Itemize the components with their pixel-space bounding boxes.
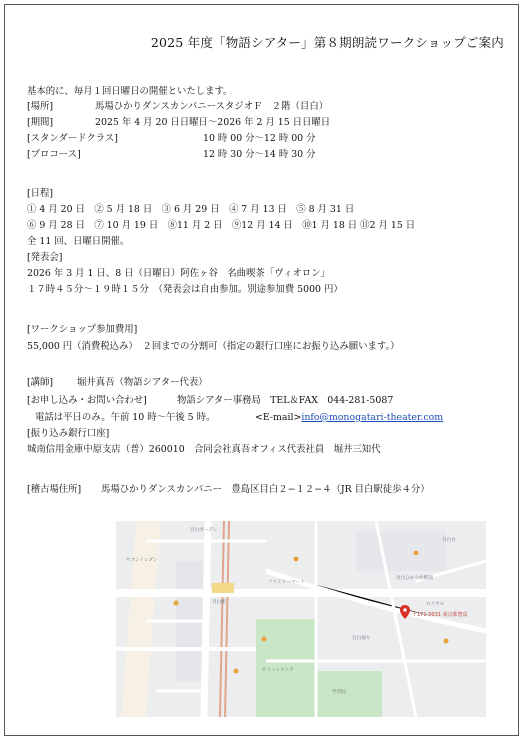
standard-class-time: 10 時 00 分～12 時 00 分 [203,133,316,144]
period-row [27,116,331,130]
schedule-label: [日程] [27,188,54,199]
map-label-8: ロイヤル [426,602,445,607]
instructor-label: [講師] [27,377,54,388]
contact-value: 物語シアター事務局 TEL＆FAX 044-281-5087 [177,395,394,406]
map-label-3: ファミリーマート [268,580,305,585]
email-block [255,411,443,425]
map-label-2: 目白駅 [212,600,226,605]
pro-course-time: 12 時 30 分～14 時 30 分 [203,149,316,160]
map-label-6: 学習院 [332,690,346,695]
rehearsal-row [27,483,430,497]
standard-class-row [27,132,316,146]
fee-label: [ワークショップ参加費用] [27,324,138,335]
instructor-row [27,376,208,390]
presentation-line-1: 2026 年 3 月 1 日、8 日（日曜日）阿佐ヶ谷 名曲喫茶「ヴィオロン」 [27,268,330,279]
schedule-row-1: ① 4 月 20 日 ② 5 月 18 日 ③ 6 月 29 日 ④ 7 月 13 日 ⑤ 8 月 31 日 [27,204,355,215]
bank-value: 城南信用金庫中原支店（普）260010 合同会社真吾オフィス代表社員 堀井三知代 [27,444,381,455]
schedule-row-2: ⑥ 9 月 28 日 ⑦ 10 月 19 日 ⑧11 月 2 日 ⑨12 月 14 日 ⑩1 月 18 日 ⑪2 月 15 日 [27,220,416,231]
period-value: 2025 年 4 月 20 日日曜日～2026 年 2 月 15 日日曜日 [95,117,331,128]
pro-course-label: [プロコース] [27,149,81,160]
map-label-7: 目白ひかり幼稚園 [396,576,433,581]
map-label-1: セブンイレブン [126,558,158,563]
venue-row [27,100,329,114]
venue-value: 馬場ひかりダンスカンパニースタジオＦ ２階（目白） [95,101,329,112]
presentation-label: [発表会] [27,252,63,263]
map-label-4: 目白通り [352,636,371,641]
document-title: 2025 年度「物語シアター」第８期朗読ワークショップご案内 [150,35,504,50]
rehearsal-value: 馬場ひかりダンスカンパニー 豊島区目白２−１２−４（JR 目白駅徒歩４分） [101,484,430,495]
email-link[interactable]: info@monogatari-theater.com [301,412,444,423]
rehearsal-label: [稽古場住所] [27,484,82,495]
period-label: [期間] [27,117,54,128]
intro-text: 基本的に、毎月１回日曜日の開催といたします。 [27,86,233,97]
standard-class-label: [スタンダードクラス] [27,133,118,144]
map-label-5: サミットストア [262,668,294,673]
contact-label: [お申し込み・お問い合わせ] [27,395,147,406]
map-label-0: 目白ガーデン [190,528,218,533]
contact-hours-row [35,411,444,425]
email-prefix: <E-mail> [255,412,302,423]
venue-label: [場所] [27,101,54,112]
fee-value: 55,000 円（消費税込み） ２回までの分割可（指定の銀行口座にお振り込み願います。） [27,341,400,352]
location-map[interactable] [116,521,486,717]
pro-course-row [27,148,316,162]
contact-hours: 電話は平日のみ。午前 10 時～午後 5 時。 [35,412,216,423]
bank-label: [振り込み銀行口座] [27,428,110,439]
document-page [4,4,519,736]
map-label-9: 目白台 [442,538,456,543]
schedule-note: 全 11 回、日曜日開催。 [27,236,130,247]
contact-row [27,394,394,408]
pin-label: 〒171-0031 東京都豊島 [412,612,468,618]
instructor-value: 堀井真吾（物語シアター代表） [77,377,208,388]
presentation-line-2: １７時４５分～１９時１５分 （発表会は自由参加。別途参加費 5000 円） [27,284,343,295]
